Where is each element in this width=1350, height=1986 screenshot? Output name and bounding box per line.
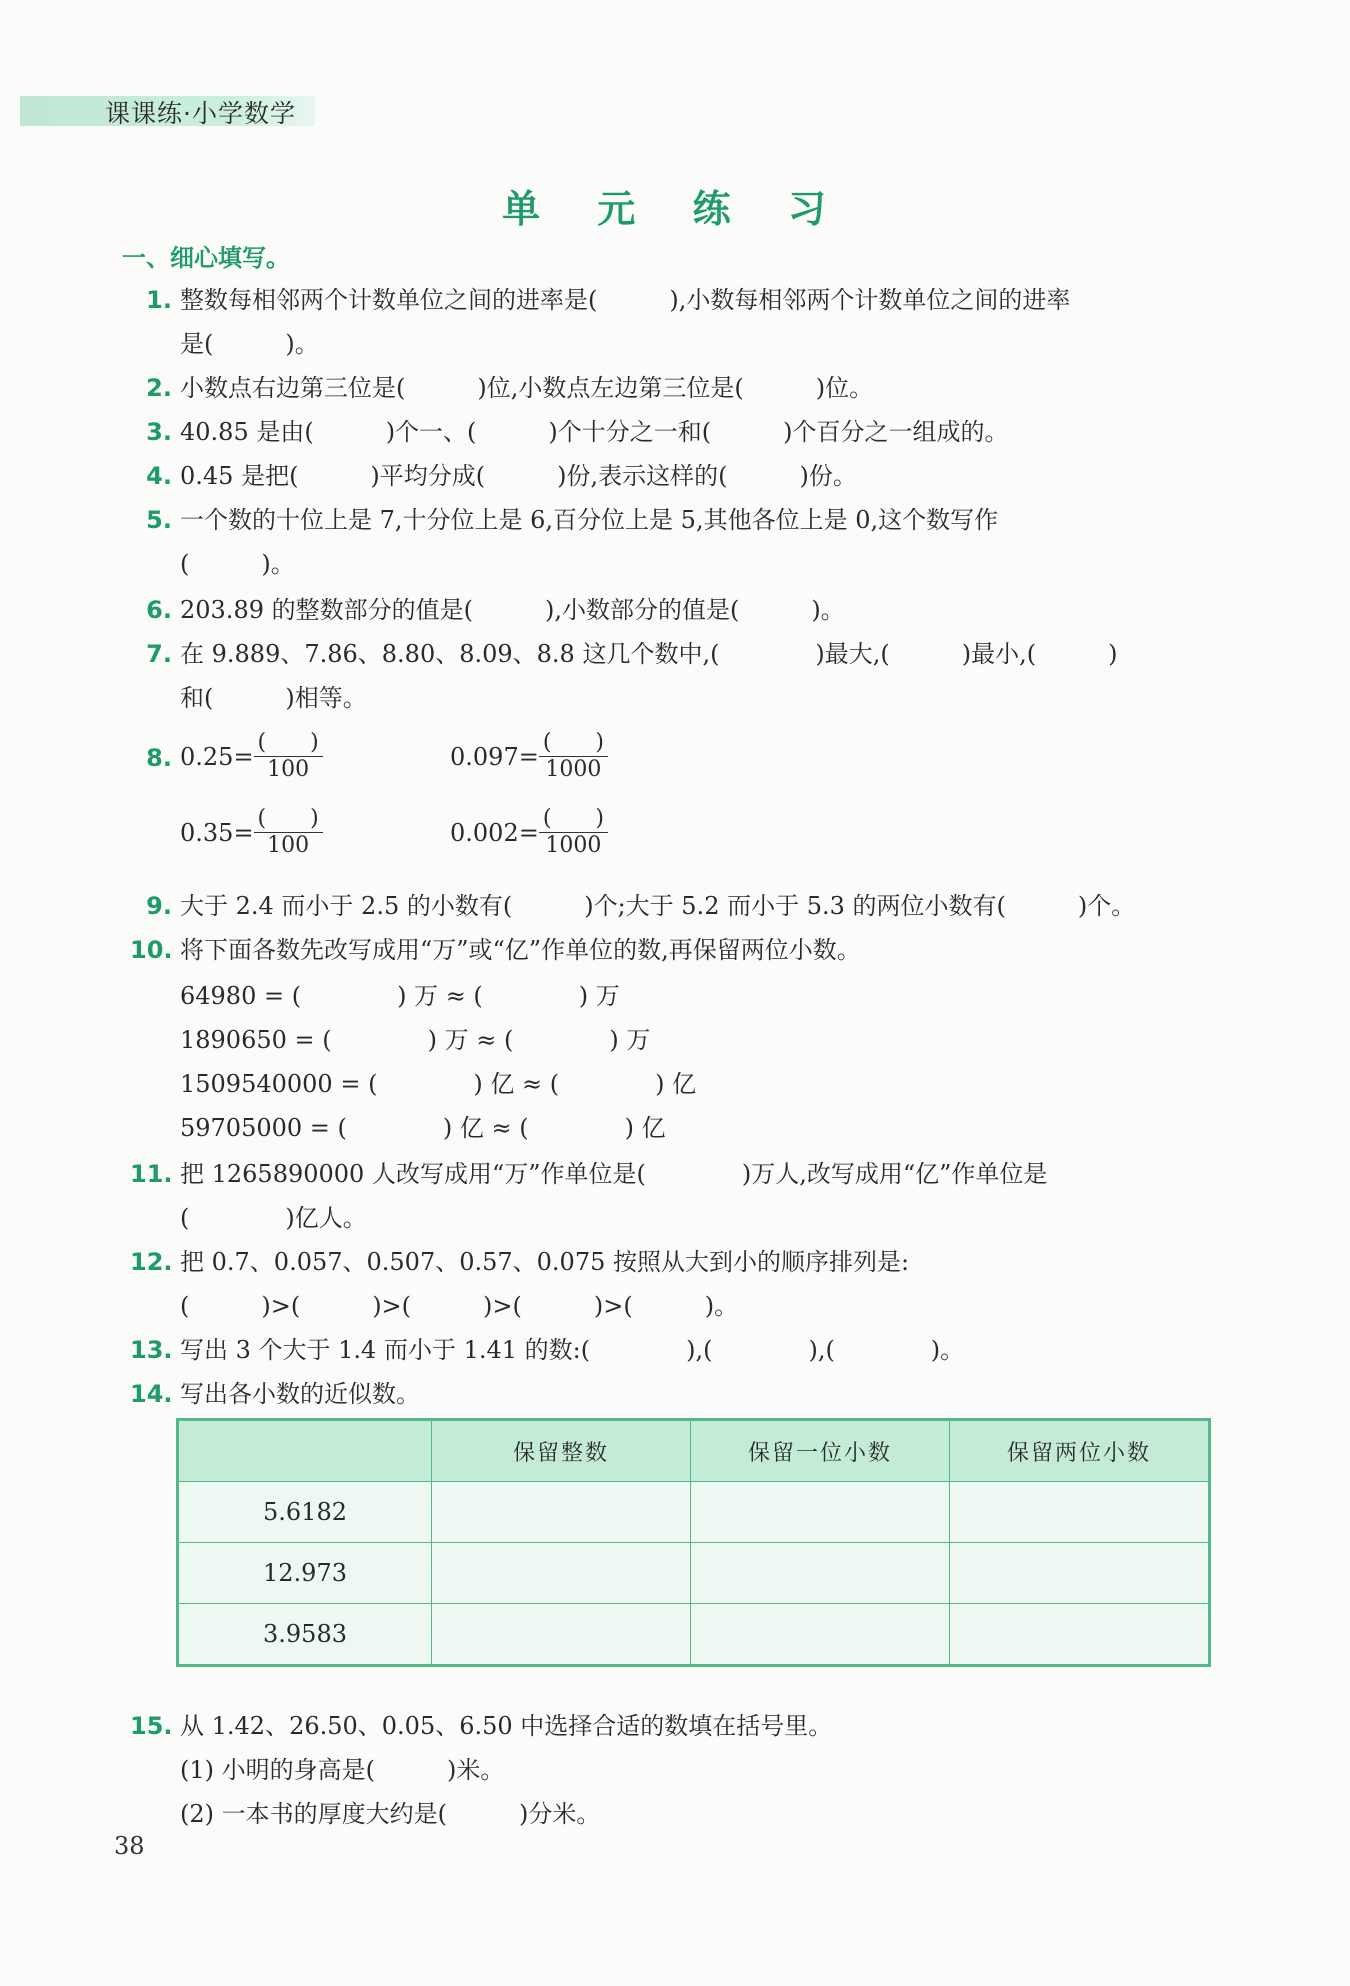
fraction-denominator: 100 [267, 757, 310, 782]
question-number: 6. [146, 596, 172, 624]
question-11 [130, 1152, 1210, 1240]
fraction-numerator: ( ) [539, 730, 608, 757]
answer-cell[interactable] [950, 1604, 1210, 1666]
question-8-row-2 [130, 806, 830, 866]
question-text: 写出 3 个大于 1.4 而小于 1.41 的数:( ),( ),( )。 [180, 1336, 965, 1364]
question-12 [130, 1240, 1210, 1328]
table-row [178, 1543, 1210, 1604]
question-text-continued: ( )>( )>( )>( )>( )。 [180, 1292, 739, 1320]
answer-cell[interactable] [691, 1543, 950, 1604]
question-13 [130, 1328, 1210, 1372]
page-title: 单 元 练 习 [502, 187, 848, 231]
question-number: 8. [146, 744, 172, 772]
table-header-cell: 保留一位小数 [691, 1420, 950, 1482]
fraction-lhs: 0.002= [450, 818, 539, 847]
question-text: 整数每相邻两个计数单位之间的进率是( ),小数每相邻两个计数单位之间的进率 [180, 286, 1071, 314]
question-text: 将下面各数先改写成用“万”或“亿”作单位的数,再保留两位小数。 [180, 936, 861, 964]
fraction-denominator: 1000 [545, 833, 602, 858]
fraction-lhs: 0.35= [180, 818, 254, 847]
table-row [178, 1482, 1210, 1543]
question-text-continued: 和( )相等。 [180, 684, 367, 712]
fraction-denominator: 100 [267, 833, 310, 858]
fraction [254, 806, 323, 859]
fraction-denominator: 1000 [545, 757, 602, 782]
question-8-row-1 [130, 730, 830, 790]
question-6 [130, 588, 1210, 632]
question-text-continued: ( )亿人。 [180, 1204, 367, 1232]
question-10 [130, 928, 1210, 972]
question-text-continued: ( )。 [180, 550, 295, 578]
conversion-row: 1509540000 = ( ) 亿 ≈ ( ) 亿 [180, 1070, 697, 1098]
question-number: 2. [146, 374, 172, 402]
question-number: 7. [146, 640, 172, 668]
table-cell-number: 3.9583 [178, 1604, 432, 1666]
fraction [539, 806, 608, 859]
question-number: 4. [146, 462, 172, 490]
fraction-equation [180, 806, 323, 859]
question-number: 3. [146, 418, 172, 446]
sub-question-1: (1) 小明的身高是( )米。 [180, 1756, 505, 1784]
conversion-row: 64980 = ( ) 万 ≈ ( ) 万 [180, 982, 620, 1010]
question-text: 写出各小数的近似数。 [180, 1380, 420, 1408]
answer-cell[interactable] [432, 1543, 691, 1604]
question-text: 把 1265890000 人改写成用“万”作单位是( )万人,改写成用“亿”作单位是 [180, 1160, 1048, 1188]
fraction-equation [450, 806, 608, 859]
table-header-row [178, 1420, 1210, 1482]
conversion-row: 1890650 = ( ) 万 ≈ ( ) 万 [180, 1026, 651, 1054]
fraction-lhs: 0.097= [450, 742, 539, 771]
fraction-numerator: ( ) [539, 806, 608, 833]
fraction [539, 730, 608, 783]
question-text: 一个数的十位上是 7,十分位上是 6,百分位上是 5,其他各位上是 0,这个数写作 [180, 506, 999, 534]
question-number: 11. [130, 1160, 173, 1188]
question-15 [130, 1704, 1210, 1748]
question-number: 10. [130, 936, 173, 964]
question-9 [130, 884, 1210, 928]
answer-cell[interactable] [432, 1604, 691, 1666]
question-number: 9. [146, 892, 172, 920]
question-text: 把 0.7、0.057、0.507、0.57、0.075 按照从大到小的顺序排列是: [180, 1248, 910, 1276]
question-text: 从 1.42、26.50、0.05、6.50 中选择合适的数填在括号里。 [180, 1712, 833, 1740]
question-number: 15. [130, 1712, 173, 1740]
section-title: 一、细心填写。 [122, 244, 290, 272]
table-header-cell [178, 1420, 432, 1482]
fraction-numerator: ( ) [254, 730, 323, 757]
approximation-table [176, 1418, 1211, 1667]
answer-cell[interactable] [432, 1482, 691, 1543]
sub-question-2: (2) 一本书的厚度大约是( )分米。 [180, 1800, 601, 1828]
answer-cell[interactable] [950, 1543, 1210, 1604]
question-text: 在 9.889、7.86、8.80、8.09、8.8 这几个数中,( )最大,( )最小,( ) [180, 640, 1118, 668]
fraction-numerator: ( ) [254, 806, 323, 833]
question-text-continued: 是( )。 [180, 330, 319, 358]
table-cell-number: 5.6182 [178, 1482, 432, 1543]
table-cell-number: 12.973 [178, 1543, 432, 1604]
question-text: 0.45 是把( )平均分成( )份,表示这样的( )份。 [180, 462, 857, 490]
question-4 [130, 454, 1210, 498]
table-header-cell: 保留两位小数 [950, 1420, 1210, 1482]
fraction-equation [450, 730, 608, 783]
table-row [178, 1604, 1210, 1666]
question-3 [130, 410, 1210, 454]
question-5 [130, 498, 1210, 586]
question-2 [130, 366, 1210, 410]
question-14 [130, 1372, 1210, 1416]
question-number: 12. [130, 1248, 173, 1276]
question-number: 5. [146, 506, 172, 534]
question-7 [130, 632, 1210, 720]
conversion-row: 59705000 = ( ) 亿 ≈ ( ) 亿 [180, 1114, 666, 1142]
page-number: 38 [114, 1832, 145, 1860]
approximation-table-wrap [176, 1418, 1211, 1667]
fraction-lhs: 0.25= [180, 742, 254, 771]
question-text: 大于 2.4 而小于 2.5 的小数有( )个;大于 5.2 而小于 5.3 的两位小数有( )个。 [180, 892, 1136, 920]
question-number: 13. [130, 1336, 173, 1364]
question-text: 40.85 是由( )个一、( )个十分之一和( )个百分之一组成的。 [180, 418, 1009, 446]
question-number: 1. [146, 286, 172, 314]
fraction-equation [180, 730, 323, 783]
question-1 [130, 278, 1210, 366]
answer-cell[interactable] [691, 1482, 950, 1543]
series-title: 课课练·小学数学 [105, 99, 296, 128]
answer-cell[interactable] [950, 1482, 1210, 1543]
question-text: 小数点右边第三位是( )位,小数点左边第三位是( )位。 [180, 374, 874, 402]
question-text: 203.89 的整数部分的值是( ),小数部分的值是( )。 [180, 596, 845, 624]
answer-cell[interactable] [691, 1604, 950, 1666]
table-header-cell: 保留整数 [432, 1420, 691, 1482]
fraction [254, 730, 323, 783]
question-number: 14. [130, 1380, 173, 1408]
